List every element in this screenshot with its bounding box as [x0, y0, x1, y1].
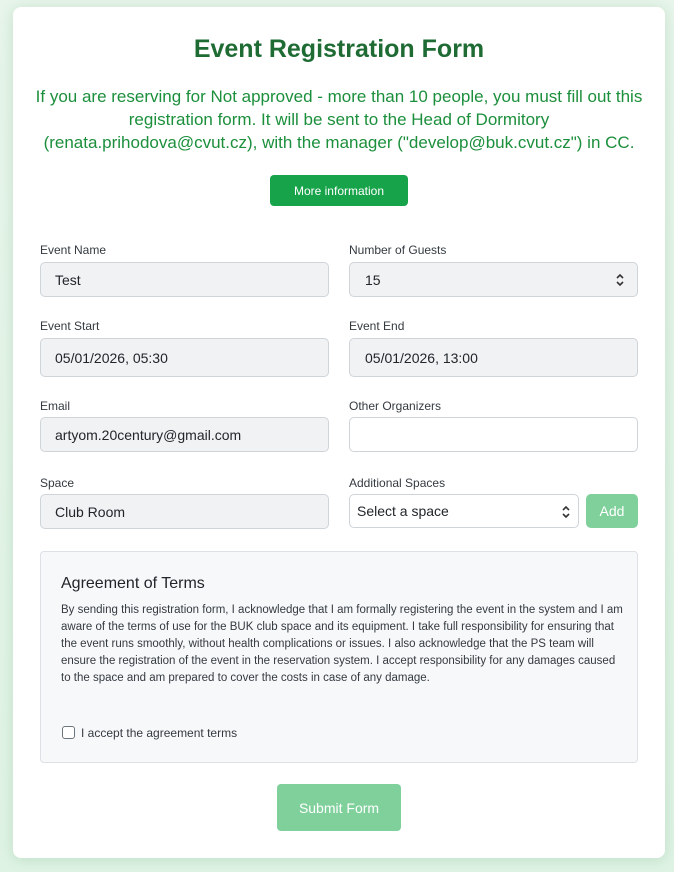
additional-spaces-value: Select a space — [357, 503, 449, 519]
terms-panel — [40, 551, 638, 763]
event-name-input[interactable] — [40, 262, 329, 297]
accept-terms-checkbox[interactable] — [62, 726, 75, 739]
event-name-value: Test — [55, 271, 81, 288]
email-value: artyom.20century@gmail.com — [55, 426, 242, 443]
terms-text: By sending this registration form, I acknowledge that I am formally registering the event in the system and I am aware of the terms of use for the BUK club space and its equipment. I take full responsibility for ensuring that the event runs smoothly, without health complications or issues. I also acknowledge that the PS team will ensure the registration of the event in the reservation system. I accept responsibility for any damages caused to the space and am prepared to cover the costs in case of any damage. — [61, 604, 623, 684]
stepper-icon[interactable] — [615, 272, 625, 288]
guests-label: Number of Guests — [349, 243, 447, 257]
event-start-value: 05/01/2026, 05:30 — [55, 349, 168, 366]
more-information-button[interactable]: More information — [270, 175, 408, 206]
registration-card — [13, 7, 665, 858]
event-start-input[interactable] — [40, 338, 329, 377]
email-label: Email — [40, 399, 71, 413]
event-start-label: Event Start — [40, 319, 100, 333]
event-end-input[interactable] — [349, 338, 638, 377]
space-label: Space — [40, 476, 75, 490]
space-value: Club Room — [55, 503, 126, 520]
chevron-updown-icon — [561, 504, 571, 520]
additional-spaces-select[interactable] — [349, 494, 579, 528]
additional-spaces-label: Additional Spaces — [349, 476, 446, 490]
other-organizers-label: Other Organizers — [349, 399, 442, 413]
guests-number-input[interactable] — [349, 262, 638, 297]
email-field[interactable] — [40, 417, 329, 452]
terms-title: Agreement of Terms — [61, 575, 205, 592]
guests-value: 15 — [365, 271, 381, 288]
add-space-button[interactable]: Add — [586, 494, 638, 528]
event-end-label: Event End — [349, 319, 405, 333]
accept-terms-label[interactable]: I accept the agreement terms — [81, 726, 238, 740]
page-title: Event Registration Form — [193, 35, 485, 63]
event-name-label: Event Name — [40, 243, 107, 257]
submit-form-button[interactable]: Submit Form — [277, 784, 401, 831]
space-field — [40, 494, 329, 529]
intro-text: If you are reserving for Not approved - more than 10 people, you must fill out this registration form. It will be sent to the Head of Dormitory (renata.prihodova@cvut.cz), with the manager ("develop@buk.cvut.cz") in CC. — [35, 87, 643, 152]
other-organizers-input[interactable] — [349, 417, 638, 452]
event-end-value: 05/01/2026, 13:00 — [365, 349, 478, 366]
